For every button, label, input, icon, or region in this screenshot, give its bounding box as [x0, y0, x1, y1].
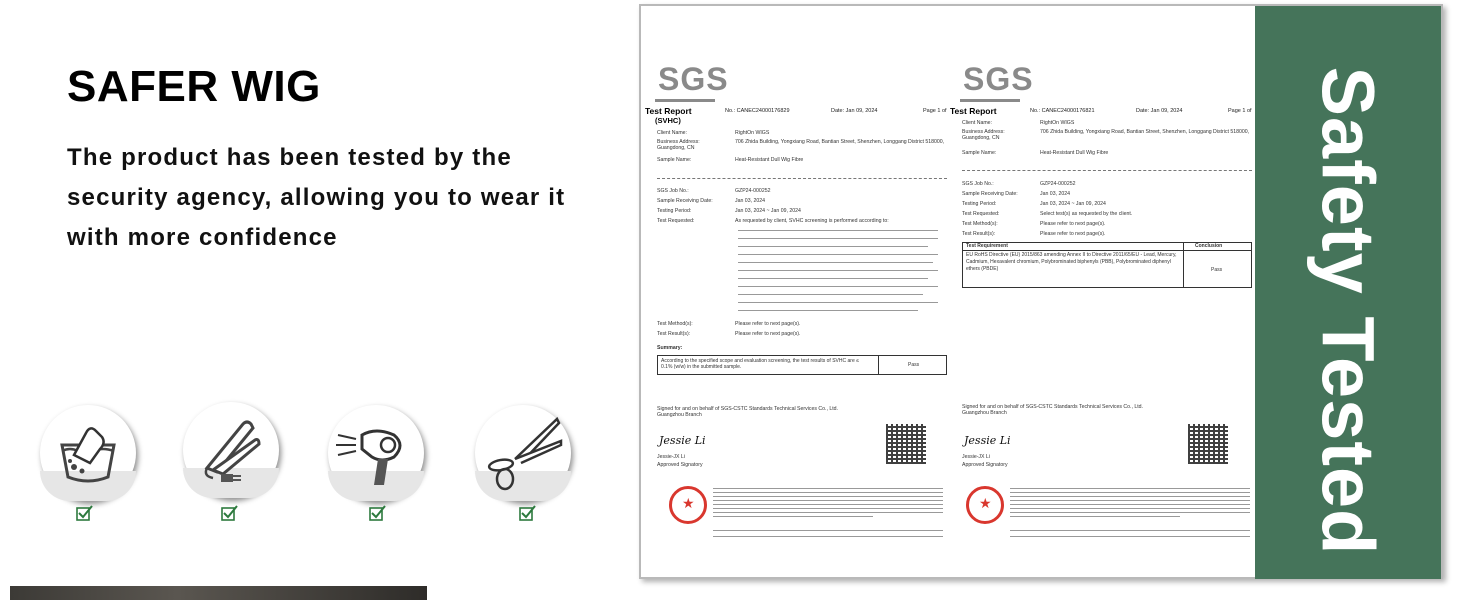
sgs-logo: SGS — [658, 61, 729, 97]
signature: Jessie Li — [964, 434, 1011, 447]
field-row: Test Method(s): Please refer to next page(s). — [657, 321, 801, 327]
field-row: Test Requested: As requested by client, SVHC screening is performed according to: — [657, 218, 889, 224]
field-row: Client Name: RightOn WIGS — [657, 130, 770, 136]
report-number: No.: CANEC2400017682​1 — [1030, 108, 1095, 114]
field-row: SGS Job No.: GZP24-000252 — [657, 188, 771, 194]
field-row: Testing Period: Jan 03, 2024 ~ Jan 09, 2024 — [657, 208, 801, 214]
field-row: Test Requested: Select test(s) as requested by the client. — [962, 211, 1133, 217]
field-row: Test Result(s): Please refer to next page(s). — [657, 331, 801, 337]
description: The product has been tested by the security agency, allowing you to wear it with more confidence — [67, 144, 566, 251]
signatory-name: Jessie-JX Li — [962, 454, 990, 460]
hand-wash-icon — [40, 405, 136, 501]
qr-code — [1188, 424, 1228, 464]
report-date: Date: Jan 09, 2024 — [1136, 108, 1183, 114]
scissors-icon — [475, 405, 571, 501]
report-page: Page 1 of — [1228, 108, 1252, 114]
field-row: Test Result(s): Please refer to next page(s). — [962, 231, 1106, 237]
signature: Jessie Li — [659, 434, 706, 447]
test-table: Test Requirement Conclusion EU RoHS Directive (EU) 2015/863 amending Annex II to Directive 2011/65/EU - Lead, Mercury, Cadmium, Hexavalent chromium, Polybrominated biphenyls (PBB), Polybrominated diphenyl ethers (PBDE) Pass — [962, 242, 1252, 288]
report-title: Test Report — [645, 106, 692, 116]
safety-tested-banner — [1255, 6, 1441, 579]
report-number: No.: CANEC2400017682​9 — [725, 108, 790, 114]
flat-iron-icon — [183, 402, 279, 498]
field-row: Business Address: 706 Zhida Building, Yongxiang Road, Bantian Street, Shenzhen, Longgang District 518000, Guangdong, CN — [657, 139, 945, 151]
certificate-page-2 — [948, 6, 1253, 576]
summary-label: Summary: — [657, 345, 683, 351]
official-seal — [966, 486, 1004, 524]
field-row: Testing Period: Jan 03, 2024 ~ Jan 09, 2024 — [962, 201, 1106, 207]
field-row: Sample Receiving Date: Jan 03, 2024 — [657, 198, 765, 204]
field-row: Test Method(s): Please refer to next page(s). — [962, 221, 1106, 227]
checked-box-icon — [76, 505, 94, 521]
field-row: Client Name: RightOn WIGS — [962, 120, 1075, 126]
field-row: Sample Name: Heat-Resistant Dull Wig Fibre — [657, 157, 804, 163]
summary-box: According to the specified scope and evaluation screening, the test results of SVHC are ≤ 0.1% (w/w) in the submitted sample. Pass — [657, 355, 947, 375]
signed-on-behalf: Signed for and on behalf of SGS-CSTC Standards Technical Services Co., Ltd. Guangzhou Branch — [657, 406, 838, 418]
signatory-role: Approved Signatory — [657, 462, 703, 468]
field-row: Business Address: 706 Zhida Building, Yongxiang Road, Bantian Street, Shenzhen, Longgang District 518000, Guangdong, CN — [962, 129, 1250, 141]
qr-code — [886, 424, 926, 464]
field-row: Sample Receiving Date: Jan 03, 2024 — [962, 191, 1070, 197]
report-subtitle: (SVHC) — [655, 116, 681, 125]
sgs-logo: SGS — [963, 61, 1034, 97]
banner-text: Safety Tested — [1306, 66, 1390, 556]
signed-on-behalf: Signed for and on behalf of SGS-CSTC Standards Technical Services Co., Ltd. Guangzhou Branch — [962, 404, 1143, 416]
product-photo — [10, 586, 427, 600]
official-seal — [669, 486, 707, 524]
hair-dryer-icon — [328, 405, 424, 501]
signatory-name: Jessie-JX Li — [657, 454, 685, 460]
checked-box-icon — [519, 505, 537, 521]
report-title: Test Report — [950, 106, 997, 116]
field-row: SGS Job No.: GZP24-000252 — [962, 181, 1076, 187]
checked-box-icon — [369, 505, 387, 521]
checked-box-icon — [221, 505, 239, 521]
report-page: Page 1 of — [923, 108, 947, 114]
certificate-page-1 — [643, 6, 948, 576]
field-row: Sample Name: Heat-Resistant Dull Wig Fibre — [962, 150, 1109, 156]
signatory-role: Approved Signatory — [962, 462, 1008, 468]
report-date: Date: Jan 09, 2024 — [831, 108, 878, 114]
headline: SAFER WIG — [67, 62, 321, 111]
